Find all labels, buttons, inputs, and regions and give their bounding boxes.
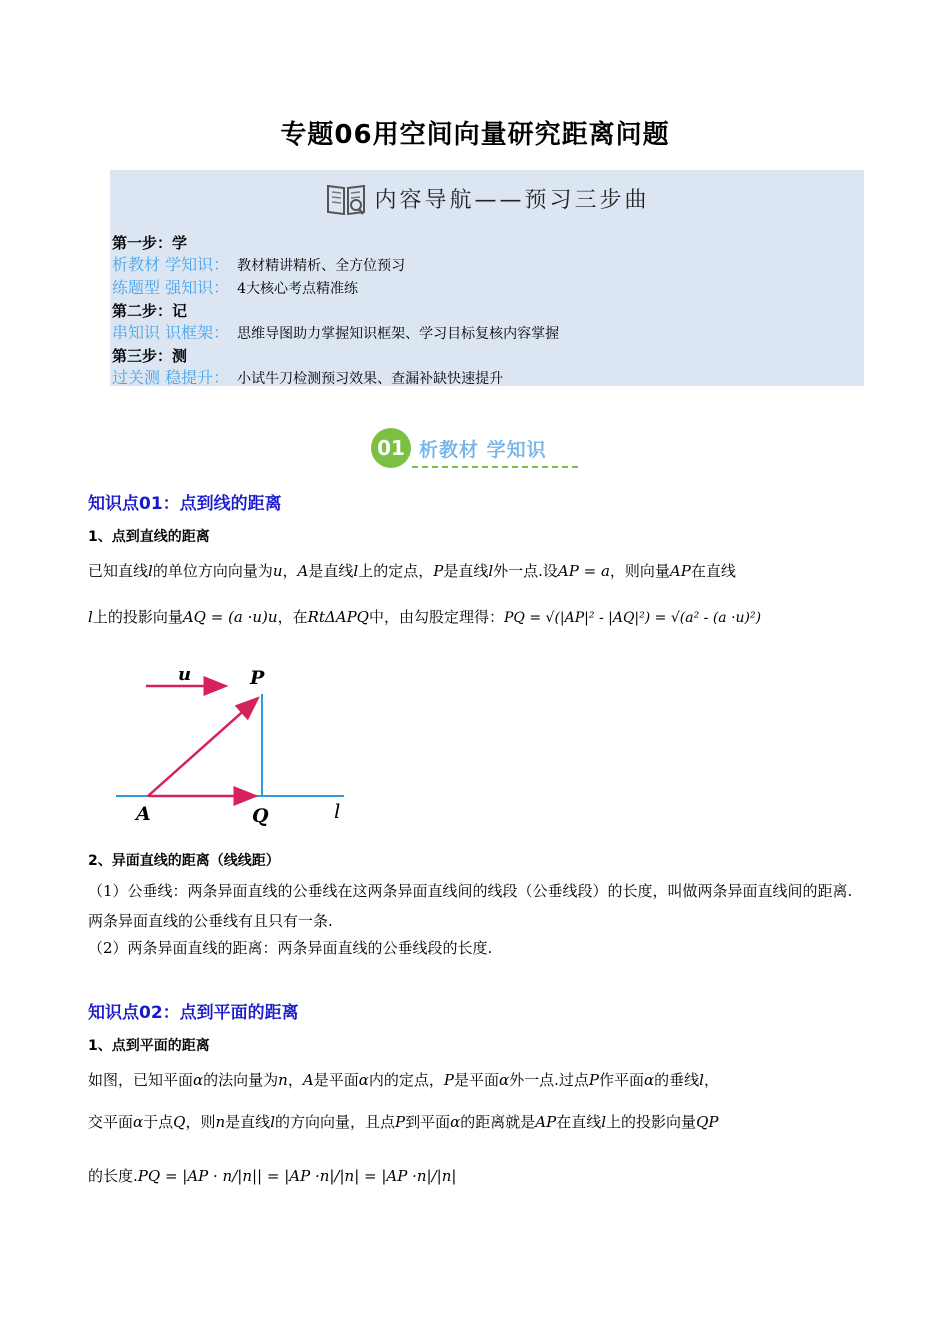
nav-line-2: 练题型 强知识： 4大核心考点精准练 xyxy=(112,278,359,297)
label-A: A xyxy=(136,803,151,825)
vector-AP xyxy=(148,698,258,796)
kp1-sub2: 2、异面直线的距离（线线距） xyxy=(88,853,280,869)
kp2-sub1: 1、点到平面的距离 xyxy=(88,1038,210,1054)
nav-line-3: 串知识 识框架： 思维导图助力掌握知识框架、学习目标复核内容掌握 xyxy=(112,323,560,342)
plane-distance-formula: PQ = |AP · n/|n|| = |AP ·n|/|n| = |AP ·n|/|n| xyxy=(137,1167,457,1185)
content-navigation-box xyxy=(110,170,864,386)
kp1-title: 知识点01：点到线的距离 xyxy=(88,494,282,514)
nav-line-4: 过关测 稳提升： 小试牛刀检测预习效果、查漏补缺快速提升 xyxy=(112,368,504,387)
nav-title: 内容导航——预习三步曲 xyxy=(374,187,650,213)
section-number: 01 xyxy=(371,428,411,468)
point-to-line-diagram xyxy=(112,650,352,830)
kp2-paragraph-line1: 如图，已知平面α的法向量为n，A是平面α内的定点，P是平面α外一点.过点P作平面α的垂线l， xyxy=(88,1071,719,1089)
label-l: l xyxy=(334,799,341,823)
kp1-paragraph-line1: 已知直线l的单位方向向量为u，A是直线l上的定点，P是直线l外一点.设AP = a，则向量AP在直线 xyxy=(88,562,736,580)
nav-header xyxy=(110,176,864,220)
nav-lines xyxy=(112,232,559,390)
label-P: P xyxy=(250,667,265,689)
label-Q: Q xyxy=(252,805,269,827)
kp1-sub1: 1、点到直线的距离 xyxy=(88,529,210,545)
kp2-paragraph-line3: 的长度.PQ = |AP · n/|n|| = |AP ·n|/|n| = |AP ·n|/|n| xyxy=(88,1167,457,1185)
kp2-title: 知识点02：点到平面的距离 xyxy=(88,1003,299,1023)
section-underline xyxy=(412,466,578,468)
book-icon xyxy=(324,178,368,218)
pythagoras-formula: PQ = √(|AP|² - |AQ|²) = √(a² - (a ·u)²) xyxy=(504,610,762,626)
page-title: 专题06用空间向量研究距离问题 xyxy=(280,120,670,150)
label-u: u xyxy=(178,664,192,685)
section-label: 析教材 学知识 xyxy=(419,438,547,461)
section-badge xyxy=(371,426,547,470)
kp1-p1: （1）公垂线：两条异面直线的公垂线在这两条异面直线间的线段（公垂线段）的长度，叫做两条异面直线间的距离.两条异面直线的公垂线有且只有一条. xyxy=(88,882,853,930)
kp1-paragraph-line2: l上的投影向量AQ = (a ·u)u，在RtΔAPQ中，由勾股定理得：PQ = √(|AP|² - |AQ|²) = √(a² - (a ·u)²) xyxy=(88,608,762,626)
step-3: 第三步：测 xyxy=(112,347,188,365)
step-2: 第二步：记 xyxy=(112,302,188,320)
kp2-paragraph-line2: 交平面α于点Q，则n是直线l的方向向量，且点P到平面α的距离就是AP在直线l上的投影向量QP xyxy=(88,1113,719,1131)
nav-line-1: 析教材 学知识： 教材精讲精析、全方位预习 xyxy=(112,255,406,274)
step-1: 第一步：学 xyxy=(112,234,188,252)
kp1-p2: （2）两条异面直线的距离：两条异面直线的公垂线段的长度. xyxy=(88,939,493,957)
